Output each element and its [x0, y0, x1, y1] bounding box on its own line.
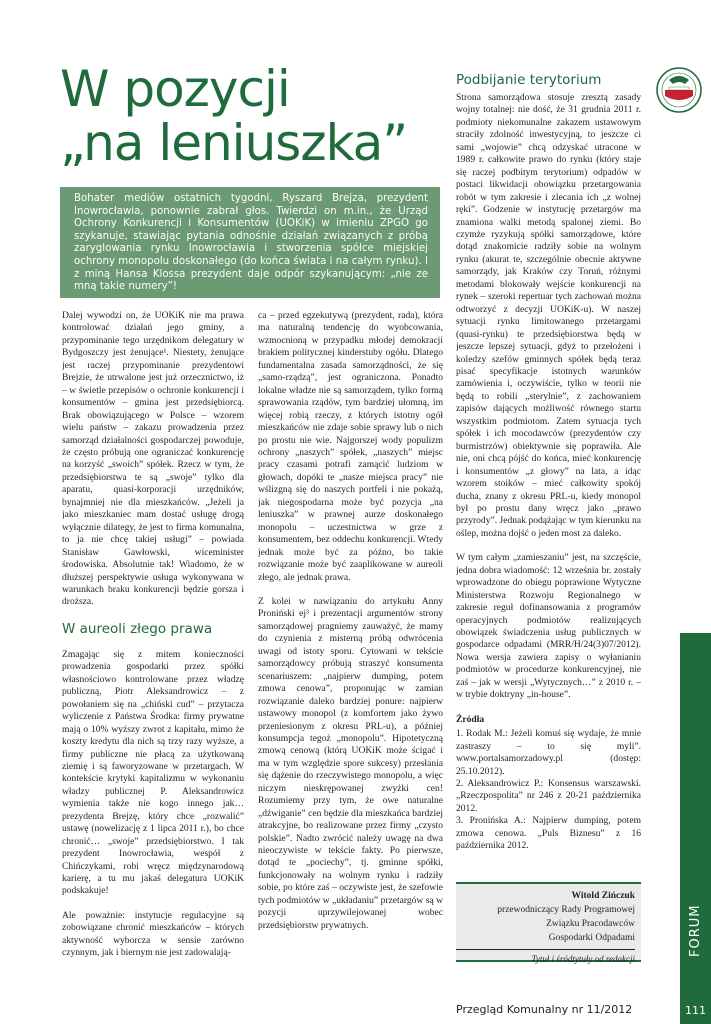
- author-role: Związku Pracodawców: [546, 919, 635, 929]
- source-item: 2. Aleksandrowicz P.: Konsensus warszawski. „Rzeczpospolita” nr 246 z 20-21 października 2012.: [456, 778, 641, 814]
- page-number: 111: [685, 1004, 706, 1017]
- sources-heading: Źródła: [456, 713, 485, 725]
- paragraph: Strona samorządowa stosuje zresztą zasady wojny totalnej: nie dość, że 31 grudnia 2011 r. podmioty niekomunalne zakazem ustawowym straciły zdolność inwestycyjną, to jeszcze ci sami „wojowie” chcą odzyskać utracone w 1989 r. całkowite prawo do rynku (który staje się raczej podbitym terytorium) odpadów w postaci likwidacji obowiązku przetargowania robót w tym zakresie i zlecania ich „z wolnej ręki”. Godzenie w instytucję przetargów ma znamiona walki metodą spalonej ziemi. Bo czymże ryzykują spółki samorządowe, które dotąd znakomicie radziły sobie na wolnym rynku (akurat te, szczególnie obecnie aktywne samorządy, jak Kraków czy Toruń, różnymi metodami blokowały wejście konkurencji na rynek – szeroki repertuar tych zachowań można odtworzyć z decyzji UOKiK-u). W naszej sytuacji rynku limitowanego przetargami (quasi-rynku) te przedsiębiorstwa będą w jeszcze lepszej sytuacji, gdyż to przełożeni i koledzy szefów gminnych spółek będą teraz pisać specyfikacje istotnych warunków zamówienia i, oczywiście, tylko w teorii nie będą to robili „sterylnie”, z zachowaniem zapisów dających możliwość równego startu wszystkim podmiotom. Zatem sytuacja tych spółek i ich mocodawców (prezydentów czy burmistrzów) obiektywnie się poprawiła. Ale nie, oni chcą pójść do końca, mieć konkurencję i konsumentów „z głowy” na lata, a idąc wzorem stoików – mieć całkowity spokój ducha, znany z okresu PRL-u, kiedy monopol był po prostu dany wręcz jako „prawo przyrody”. Jednak podążając w tym kierunku na oślep, można dojść o jeden most za daleko.: [456, 92, 641, 539]
- lead-text: Bohater mediów ostatnich tygodni, Ryszard Brejza, prezydent Inowrocławia, ponownie zabrał głos. Twierdzi on m.in., że Urząd Ochrony Konkurencji i Konsumentów (UOKiK) w imieniu ZPGO go szykanuje, stawiając pytania odnośnie działań związanych z próbą zaryglowania rynku Inowrocławia i stworzenia spółce miejskiej ochrony monopolu doskonałego (do końca świata i na całym rynku). I z miną Hansa Klossa prezydent daje odpór szykanującym: „nie ze mną takie numery”!: [74, 193, 428, 293]
- source-item: 3. Pronińska A.: Najpierw dumping, potem zmowa cenowa. „Puls Biznesu” z 16 października 2012.: [456, 815, 641, 852]
- paragraph: W tym całym „zamieszaniu” jest, na szczęście, jedna dobra wiadomość: 12 września br. zostały wprowadzone do obiegu poprawione Wytyczne Ministerstwa Rozwoju Regionalnego w zakresie reguł dofinansowania z programów operacyjnych podmiotów realizujących obowiązek świadczenia usług publicznych w gospodarce odpadami (MRR/H/24(3)07/2012). Nowa wersja zawiera zapisy o wyłanianiu podmiotów w procedurze konkurencyjnej, nie zaś – jak w wersji „Wytycznych…” z 2010 r. – w trybie doktryny „in-house”.: [456, 552, 641, 701]
- paragraph: Zmagając się z mitem konieczności prowadzenia gospodarki przez spółki własnościowo kontrolowane przez władzę publiczną, Piotr Aleksandrowicz – z powołaniem się na „chiński cud” – przytacza wyliczenie z Państwa Środka: firmy prywatne mają o 10% wyższy zwrot z kapitału, mimo że koszty kredytu dla nich są trzy razy wyższe, a firmy publiczne nie płacą za użytkowaną ziemię i są faworyzowane w przetargach. W kontekście krytyki kapitalizmu w wykonaniu władzy publicznej P. Aleksandrowicz wymienia także nie kogo innego jak… prezydenta Brejzę, który chce „rozwalić” ustawę (nowelizację z 1 lipca 2011 r.), bo chce chronić… „swoje” przedsiębiorstwo. I tak prezydent Inowrocławia, wespół z Chińczykami, robi wręcz międzynarodową karierę, a tu mu jakaś delegatura UOKiK podskakuje!: [62, 648, 244, 897]
- author-role: przewodniczący Rady Programowej: [497, 905, 635, 915]
- section-heading: Podbijanie terytorium: [456, 72, 602, 88]
- magazine-footer: Przegląd Komunalny nr 11/2012: [456, 1003, 633, 1016]
- source-item: 1. Rodak M.: Jeżeli komuś się wydaje, że mnie zastraszy – to się myli”. www.portalsamorzadowy.pl (dostęp: 25.10.2012).: [456, 728, 641, 777]
- title-line-2: „na leniuszka”: [60, 114, 408, 172]
- editorial-note: Tytuł i śródtytuły od redakcji: [456, 949, 635, 966]
- section-label: FORUM: [688, 904, 703, 958]
- author-signature: [456, 882, 641, 962]
- column-1: [62, 310, 244, 990]
- author-role: Gospodarki Odpadami: [548, 933, 635, 943]
- column-3: [456, 92, 641, 882]
- author-name: Witold Zińczuk: [571, 891, 635, 901]
- section-heading: W aureoli złego prawa: [62, 620, 213, 637]
- paragraph: Ale poważnie: instytucje regulacyjne są zobowiązane chronić mieszkańców – których aktywność wyborcza w sensie zarówno czynnym, jak i biernym nie jest zadowalają-: [62, 909, 244, 959]
- association-logo-icon: [655, 66, 703, 114]
- column-2: [258, 310, 443, 990]
- paragraph: Dalej wywodzi on, że UOKiK nie ma prawa kontrolować działań jego gminy, a przypominanie tego urzędnikom delegatury w Bydgoszczy jest żenujące¹. Niestety, żenujące jest raczej przypominanie prezydentowi Brejzie, że utrwalone jest już orzecznictwo, iż – w świetle przepisów o ochronie konkurencji i konsumentów – gmina jest przedsiębiorcą. Brak obowiązującego w Polsce – wzorem wielu państw – zakazu prowadzenia przez samorząd działalności gospodarczej powoduje, że często próbują one ograniczać konkurencję na korzyść „swoich” spółek. Rzecz w tym, że przedsiębiorstwa te są „swoje” tylko dla aparatu, quasi-korporacji urzędników, bynajmniej nie dla mieszkańców. „Jeżeli ja jako mieszkaniec mam dostać usługę drogą wyłącznie dilategy, że jest to firma komunalna, to ja nie chcę takiej usługi” – powiada Stanisław Gawłowski, wiceminister środowiska. Absolutnie tak! Wiadomo, że w dłuższej perspektywie usługa wykonywana w warunkach braku konkurencji będzie gorsza i droższa.: [62, 310, 244, 608]
- paragraph: ca – przed egzekutywą (prezydent, rada), która ma naturalną tendencję do wyobcowania, wzmocnioną w przypadku młodej demokracji brakiem politycznej kinderstuby ogółu. Dlatego fundamentalna zasada samorządności, że się „samo-rządzą”, jest ograniczona. Ponadto lokalne władze nie są samorządem, tylko formą sprawowania rządów, tym bardziej ułomną, im więcej robią rzeczy, z których istotny ogół mieszkańców nie zdaje sobie sprawy lub o nich po prostu nie wie. Najgorszej wody populizm ochrony „naszych” spółek, „naszych” miejsc pracy czasami potrafi zamącić ludziom w głowach, dopóki te „nasze miejsca pracy” nie wślizgną się do naszych portfeli i nie pokażą, jak niegospodarna może być pozycja „na leniuszka” w prawnej aurze doskonałego monopolu – uczestnictwa w grze z konsumentem, bez oddechu konkurencji. Wtedy jednak może być za późno, bo takie rozwiązanie może być zaaplikowane w aureoli złego, ale jednak prawa.: [258, 310, 443, 583]
- article-title: [60, 62, 440, 170]
- title-line-1: W pozycji: [60, 60, 290, 118]
- paragraph: Z kolei w nawiązaniu do artykułu Anny Proniński ej³ i prezentacji argumentów strony samorządowej pragniemy zauważyć, że mamy do czynienia z misterną próbą odwrócenia uwagi od istoty sporu. Cytowani w tekście samorządowcy próbują straszyć konsumenta scenariuszem: „najpierw dumping, potem zmowa cenowa”, proponując w zamian rozwiązanie daleko bardziej ponure: najpierw ustawowy monopol (z komfortem jako żywo przeniesionym z okresu PRL-u), a później konsumpcja tegoż „monopolu”. Hipotetyczną zmową cenową (którą UOKiK może ścigać i ma w tym względzie spore sukcesy) przesłania się dążenie do rzeczywistego monopolu, a więc niczym nieskrępowanej zwyżki cen! Rozumiemy przy tym, że owe naturalne „dźwiganie” cen będzie dla mieszkańca bardziej atrakcyjne, bo realizowane przez firmy „czysto polskie”. Nadto zwrócić należy uwagę na dwa nieoczywiste w tekście fakty. Po pierwsze, dotąd te „pociechy”, tj. gminne spółki, funkcjonowały na wolnym rynku i radziły sobie, po które zaś – oczywiste jest, że szefowie tych podmiotów w „układaniu” przetargów są w pozycji uprzywilejowanej wobec przedsiębiorstw prywatnych.: [258, 595, 443, 931]
- lead-box: [60, 187, 440, 298]
